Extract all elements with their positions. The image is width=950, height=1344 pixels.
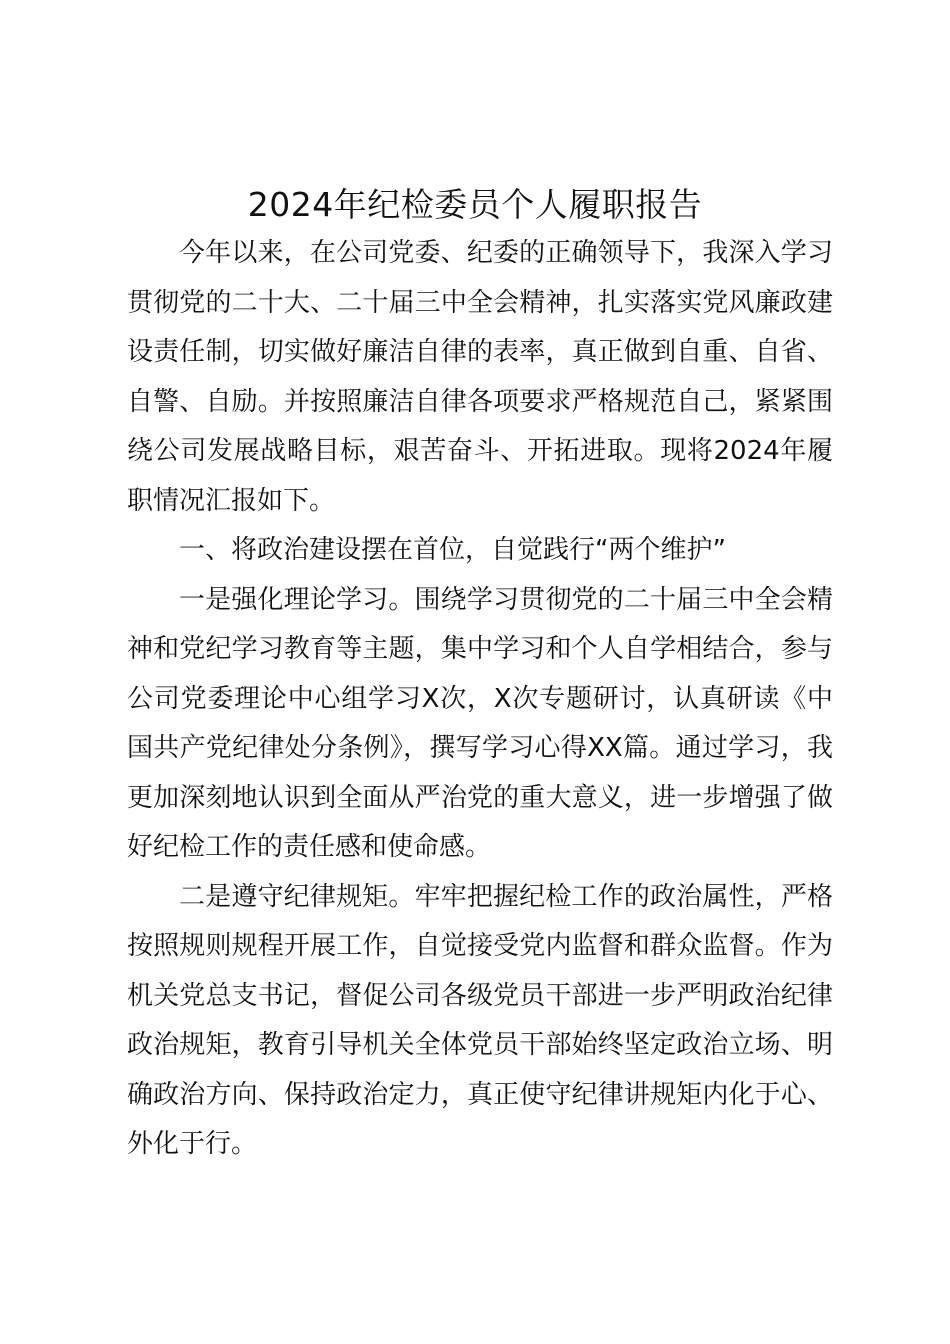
document-title: 2024年纪检委员个人履职报告 [247, 185, 703, 224]
section-heading-1: 一、将政治建设摆在首位，自觉践行“两个维护” [179, 535, 726, 565]
intro-paragraph: 今年以来，在公司党委、纪委的正确领导下，我深入学习贯彻党的二十大、二十届三中全会精神，扎实落实党风廉政建设责任制，切实做好廉洁自律的表率，真正做到自重、自省、自警、自励。并按照廉洁自律各项要求严格规范自己，紧紧围绕公司发展战略目标，艰苦奋斗、开拓进取。现将2024年履职情况汇报如下。 [127, 238, 833, 516]
paragraph-theory-study: 一是强化理论学习。围绕学习贯彻党的二十届三中全会精神和党纪学习教育等主题，集中学习和个人自学相结合，参与公司党委理论中心组学习X次，X次专题研讨，认真研读《中国共产党纪律处分条例》，撰写学习心得XX篇。通过学习，我更加深刻地认识到全面从严治党的重大意义，进一步增强了做好纪检工作的责任感和使命感。 [127, 584, 833, 862]
paragraph-discipline: 二是遵守纪律规矩。牢牢把握纪检工作的政治属性，严格按照规则规程开展工作，自觉接受党内监督和群众监督。作为机关党总支书记，督促公司各级党员干部进一步严明政治纪律政治规矩，教育引导机关全体党员干部始终坚定政治立场、明确政治方向、保持政治定力，真正使守纪律讲规矩内化于心、外化于行。 [127, 881, 833, 1159]
document-body [127, 229, 833, 1170]
